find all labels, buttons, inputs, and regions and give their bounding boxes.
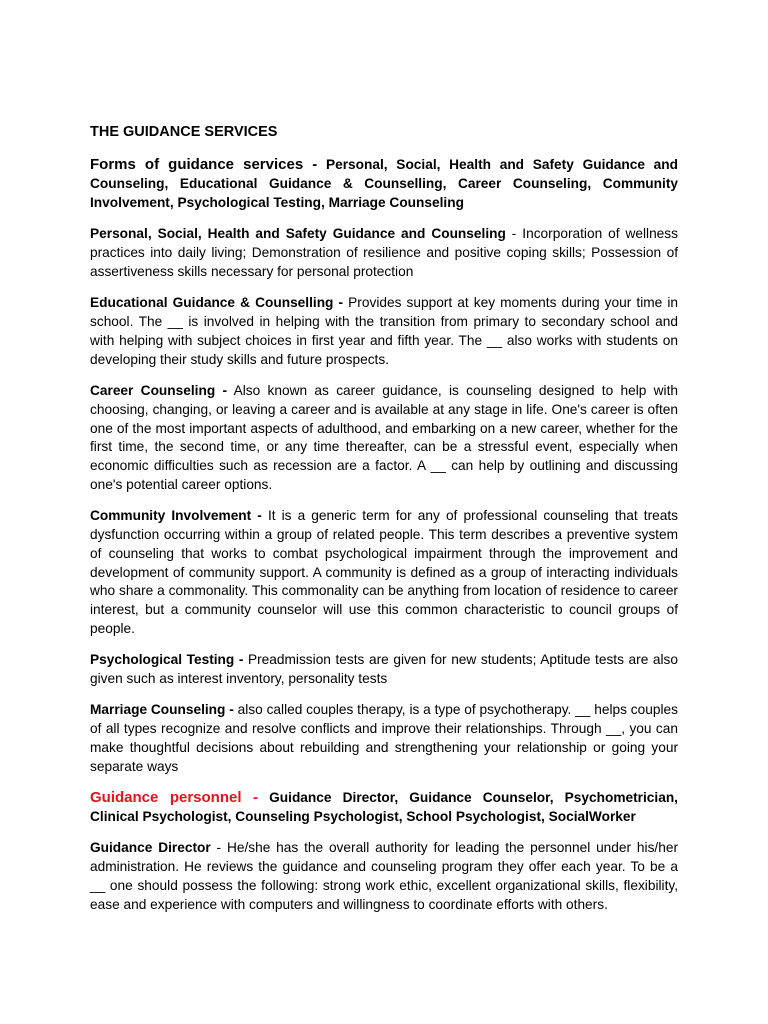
section-lead: Educational Guidance & Counselling - [90, 295, 344, 311]
personnel-paragraph [90, 789, 678, 827]
section-text: Preadmission tests are given for new students; Aptitude tests are also given such as interest inventory, personality tests [90, 652, 679, 687]
section-marriage [90, 701, 678, 776]
section-personal-social [90, 225, 678, 281]
section-community [90, 507, 678, 639]
section-psychological-testing [90, 651, 678, 689]
personnel-list: Guidance Director, Guidance Counselor, Psychometrician, Clinical Psychologist, Counseling Psychologist, School Psychologist, SocialWorker [90, 790, 678, 824]
section-lead: Community Involvement - [90, 508, 262, 524]
section-guidance-director [90, 839, 678, 914]
section-lead: Marriage Counseling - [90, 702, 234, 718]
personnel-lead: Guidance personnel - [90, 789, 259, 807]
section-lead: Guidance Director [90, 840, 211, 856]
forms-list: Personal, Social, Health and Safety Guidance and Counseling, Educational Guidance & Counselling, Career Counseling, Community Involvement, Psychological Testing, Marriage Counseling [90, 157, 678, 210]
section-text: also called couples therapy, is a type of psychotherapy. __ helps couples of all types recognize and resolve conflicts and improve their relationships. Through __, you can make thoughtful decisions about rebuilding and strengthening your relationship or going your separate ways [90, 702, 678, 774]
document-page [90, 122, 678, 927]
forms-paragraph [90, 156, 678, 212]
section-text: - He/she has the overall authority for leading the personnel under his/her administration. He reviews the guidance and counseling program they offer each year. To be a __ one should possess the following: strong work ethic, excellent organizational skills, flexibility, ease and experience with computers and willingness to coordinate efforts with others. [90, 840, 679, 912]
section-educational [90, 294, 678, 369]
section-career [90, 382, 678, 495]
section-lead: Career Counseling - [90, 382, 228, 398]
forms-lead: Forms of guidance services - [90, 156, 318, 173]
section-lead: Psychological Testing - [90, 652, 244, 668]
document-title: THE GUIDANCE SERVICES [90, 124, 278, 140]
section-lead: Personal, Social, Health and Safety Guidance and Counseling [90, 226, 506, 242]
section-text: Also known as career guidance, is counseling designed to help with choosing, changing, or leaving a career and is available at any stage in life. One's career is often one of the most important aspects of adulthood, and embarking on a new career, whether for the first time, the second time, or any time thereafter, can be a stressful event, especially when economic difficulties such as recession are a factor. A __ can help by outlining and discussing one's potential career options. [90, 382, 679, 492]
section-text: It is a generic term for any of professional counseling that treats dysfunction occurring within a group of related people. This term describes a preventive system of counseling that works to combat psychological impairment through the improvement and development of community support. A community is defined as a group of interacting individuals who share a commonality. This commonality can be anything from location of residence to career interest, but a community counselor will use this common characteristic to council groups of people. [90, 508, 678, 637]
section-text: Provides support at key moments during your time in school. The __ is involved in helping with the transition from primary to secondary school and with helping with subject choices in first year and fifth year. The __ also works with students on developing their study skills and future prospects. [90, 295, 678, 367]
section-text: - Incorporation of wellness practices into daily living; Demonstration of resilience and positive coping skills; Possession of assertiveness skills necessary for personal protection [90, 226, 678, 279]
